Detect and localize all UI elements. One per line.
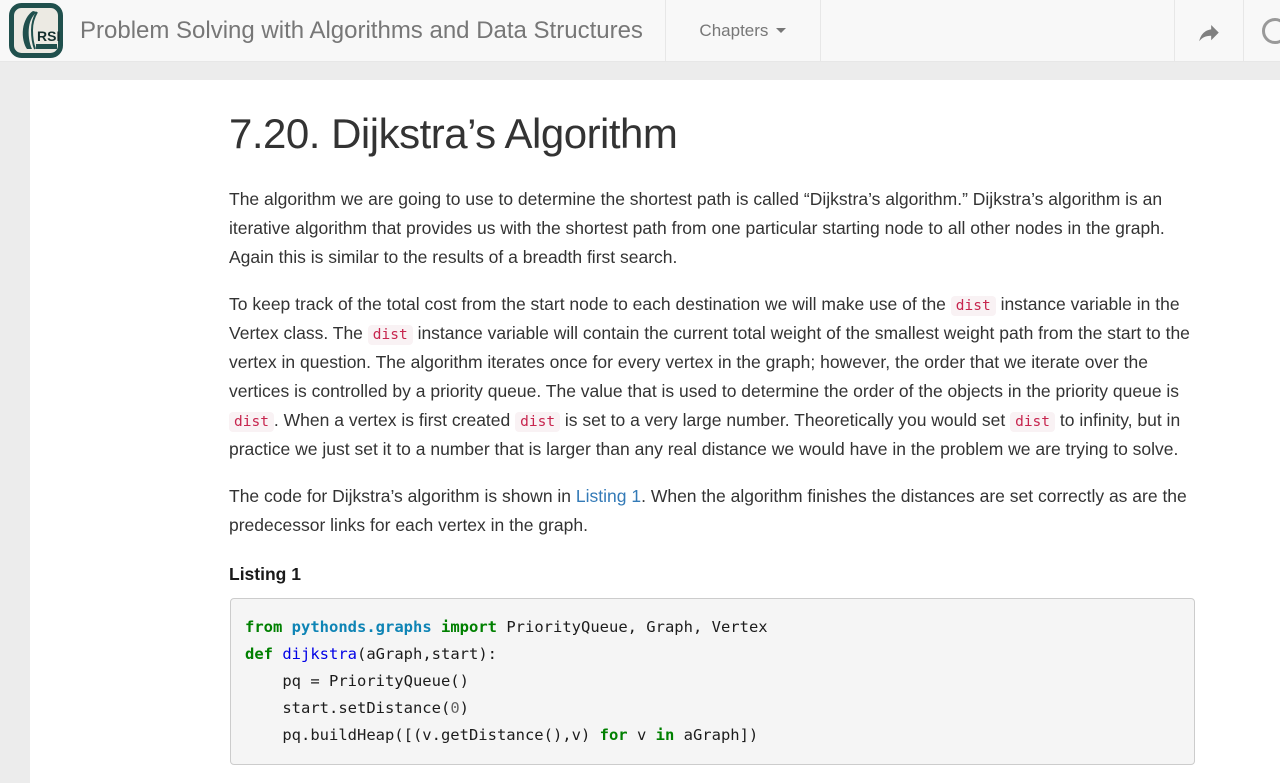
inline-code: dist	[515, 412, 560, 432]
inline-code: dist	[368, 325, 413, 345]
page-title: 7.20. Dijkstra’s Algorithm	[229, 110, 678, 157]
logo[interactable]	[0, 0, 72, 61]
inline-code: dist	[229, 412, 274, 432]
content-panel	[30, 80, 1280, 783]
code-listing	[230, 598, 1195, 765]
share-icon	[1196, 20, 1222, 42]
share-button[interactable]	[1175, 0, 1243, 61]
chapters-label: Chapters	[699, 20, 769, 40]
paragraph-listing-ref: The code for Dijkstra’s algorithm is shown in Listing 1. When the algorithm finishes the distances are set correctly as are the predecessor links for each vertex in the graph.	[229, 486, 1187, 535]
inline-code: dist	[951, 296, 996, 316]
search-button[interactable]	[1244, 0, 1280, 61]
listing-label: Listing 1	[229, 564, 301, 584]
brand-title: Problem Solving with Algorithms and Data Structures	[80, 16, 643, 44]
code-line: pq = PriorityQueue()	[245, 672, 469, 690]
rsi-logo-icon	[9, 3, 63, 58]
inline-code: dist	[1010, 412, 1055, 432]
header-spacer	[821, 0, 1174, 61]
code-line: pq.buildHeap([(v.getDistance(),v) for v in aGraph])	[245, 726, 759, 744]
search-icon	[1262, 18, 1280, 44]
code-line: from pythonds.graphs import PriorityQueue, Graph, Vertex	[245, 618, 768, 636]
svg-text:RSI: RSI	[37, 28, 61, 44]
code-line: def dijkstra(aGraph,start):	[245, 645, 497, 663]
code-line: start.setDistance(0)	[245, 699, 469, 717]
listing-link[interactable]: Listing 1	[575, 486, 642, 506]
chapters-menu[interactable]	[666, 0, 820, 61]
paragraph-dist: To keep track of the total cost from the start node to each destination we will make use of the dist instance variable in the Vertex class. The dist instance variable will contain the current total weight of the smallest weight path from the start to the vertex in question. The algorithm iterates once for every vertex in the graph; however, the order that we iterate over the vertices is controlled by a priority queue. The value that is used to determine the order of the objects in the priority queue is dist . When a vertex is first created dist is set to a very large number. Theoretically you would set dist to infinity, but in practice we just set it to a number that is larger than any real distance we would have in the problem we are trying to solve.	[229, 294, 1190, 459]
paragraph-intro: The algorithm we are going to use to determine the shortest path is called “Dijkstra’s algorithm.” Dijkstra’s algorithm is an iterative algorithm that provides us with the shortest path from one particular starting node to all other nodes in the graph. Again this is similar to the results of a breadth first search.	[229, 189, 1165, 267]
caret-down-icon	[776, 28, 786, 33]
navbar	[0, 0, 1280, 62]
page-background	[0, 62, 1280, 783]
